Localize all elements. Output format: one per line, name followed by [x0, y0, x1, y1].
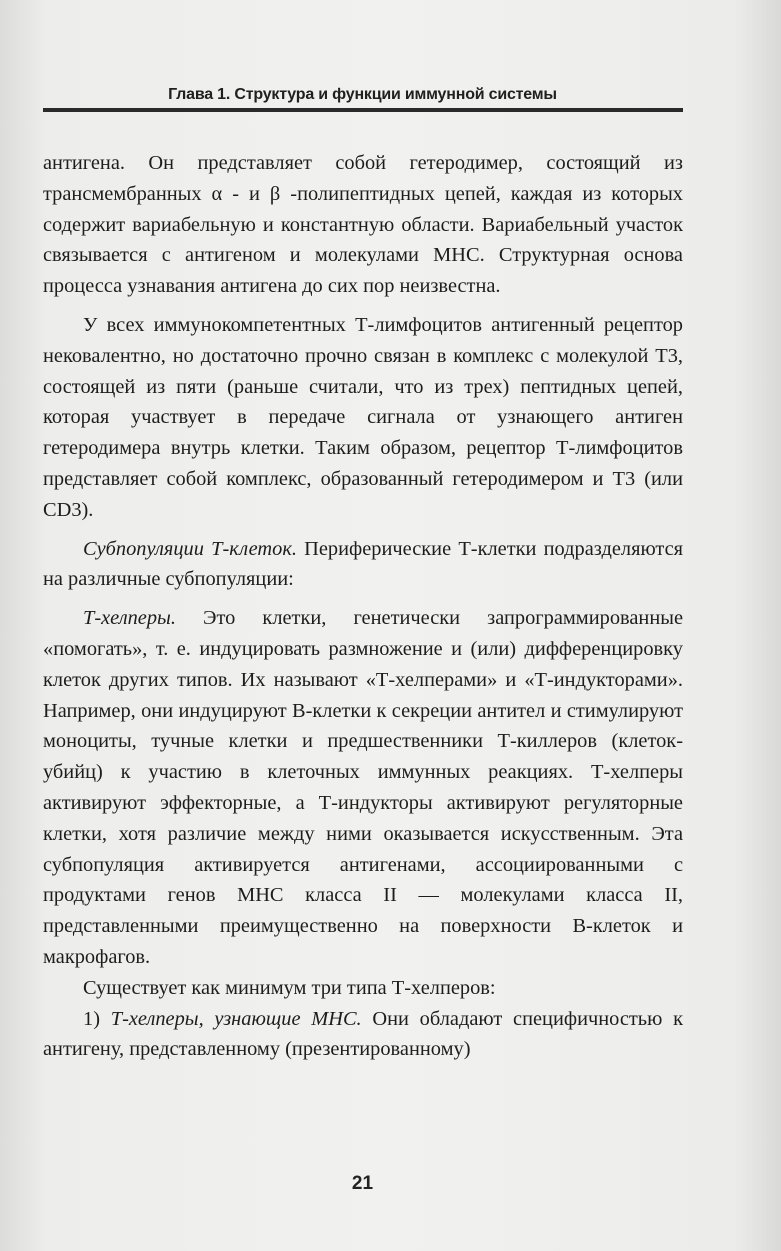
paragraph-text: антигена. Он представляет собой гетеродимер, состоящий из трансмембранных α - и β -полипептидных цепей, каждая из которых содержит вариабельную и константную области. Вариабельный участок связывается с антигеном и молекулами МНС. Структурная основа процесса узнавания антигена до сих пор неизвестна. [43, 152, 683, 298]
paragraph-text: Это клетки, генетически запрограммированные «помогать», т. е. индуцировать размножение и (или) дифференцировку клеток других типов. Их называют «Т-хелперами» и «Т-индукторами». Например, они индуцируют В-клетки к секреции антител и стимулируют моноциты, тучные клетки и предшественники Т-киллеров (клеток-убийц) к участию в клеточных иммунных реакциях. Т-хелперы активируют эффекторные, а Т-индукторы активируют регуляторные клетки, хотя различие между ними оказывается искусственным. Эта субпопуляция активируется антигенами, ассоциированными с продуктами генов МНС класса II — молекулами класса II, представленными преимущественно на поверхности В-клеток и макрофагов. [43, 607, 683, 968]
body-text [43, 148, 683, 1065]
paragraph-lead: Субпопуляции Т-клеток. [83, 537, 297, 560]
paragraph-5 [43, 973, 683, 1004]
paragraph-6 [43, 1004, 683, 1066]
paragraph-4 [43, 603, 683, 973]
paragraph-text: Существует как минимум три типа Т-хелперов: [83, 976, 496, 999]
paragraph-text: Они обладают специфичностью к антигену, представленному (презентированному) [43, 1007, 683, 1061]
paragraph-lead: Т-хелперы. [83, 607, 176, 630]
paragraph-1 [43, 148, 683, 302]
header-rule [43, 108, 683, 112]
paragraph-lead: Т-хелперы, узнающие МНС. [110, 1007, 362, 1030]
paragraph-text: Периферические Т-клетки подразделяются на различные субпопуляции: [43, 537, 683, 591]
paragraph-text: У всех иммунокомпетентных Т-лимфоцитов антигенный рецептор нековалентно, но достаточно прочно связан в комплекс с молекулой Т3, состоящей из пяти (раньше считали, что из трех) пептидных цепей, которая участвует в передаче сигнала от узнающего антиген гетеродимера внутрь клетки. Таким образом, рецептор Т-лимфоцитов представляет собой комплекс, образованный гетеродимером и Т3 (или CD3). [43, 313, 683, 521]
running-head: Глава 1. Структура и функции иммунной системы [168, 86, 557, 103]
page-number: 21 [351, 1173, 374, 1194]
paragraph-2 [43, 310, 683, 526]
list-number: 1) [83, 1007, 111, 1030]
paragraph-3 [43, 534, 683, 596]
